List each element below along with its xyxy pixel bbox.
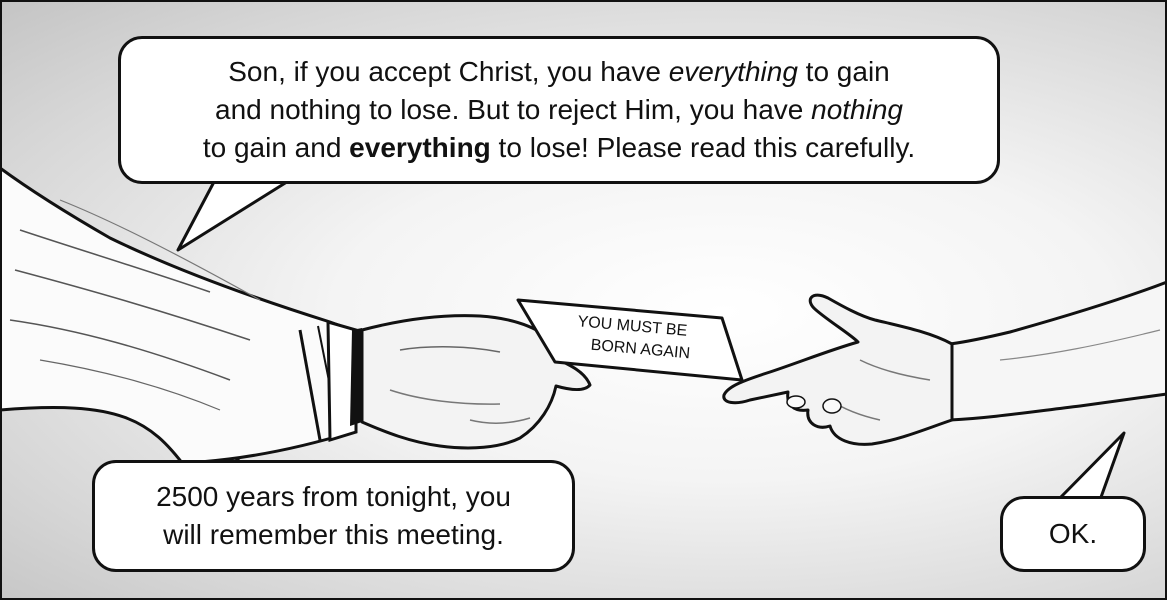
speech-top-line-1 [135,53,983,91]
left-arm-sleeve [0,168,352,468]
speech-bottom-left-line-2: will remember this meeting. [163,519,504,550]
top-bubble-tail [178,180,290,250]
speech-top-text: to gain [797,56,890,87]
tract-text-line-2: BORN AGAIN [590,336,691,363]
right-hand [724,295,952,444]
speech-top-text: to gain and [202,132,350,163]
right-bubble-tail [1058,433,1124,500]
speech-bottom-left-line-1: 2500 years from tonight, you [156,481,511,512]
tract-text-line-1: YOU MUST BE [576,313,688,340]
speech-top-emphasis: nothing [811,94,903,125]
speech-top-bold: everything [349,132,491,163]
speech-bubble-bottom-left [92,460,575,572]
speech-bottom-right-text: OK. [1048,518,1098,549]
shirt-cuff [328,322,362,440]
speech-bubble-bottom-right [1000,496,1146,572]
speech-top-text: Son, if you accept Christ, you have [228,56,669,87]
speech-top-text: to lose! Please read this carefully. [490,132,916,163]
speech-top-text: and nothing to lose. But to reject Him, you have [215,94,812,125]
speech-top-line-3 [135,129,983,167]
speech-top-line-2 [135,91,983,129]
speech-top-emphasis: everything [668,56,798,87]
right-arm [950,282,1167,420]
speech-bubble-top [118,36,1000,184]
